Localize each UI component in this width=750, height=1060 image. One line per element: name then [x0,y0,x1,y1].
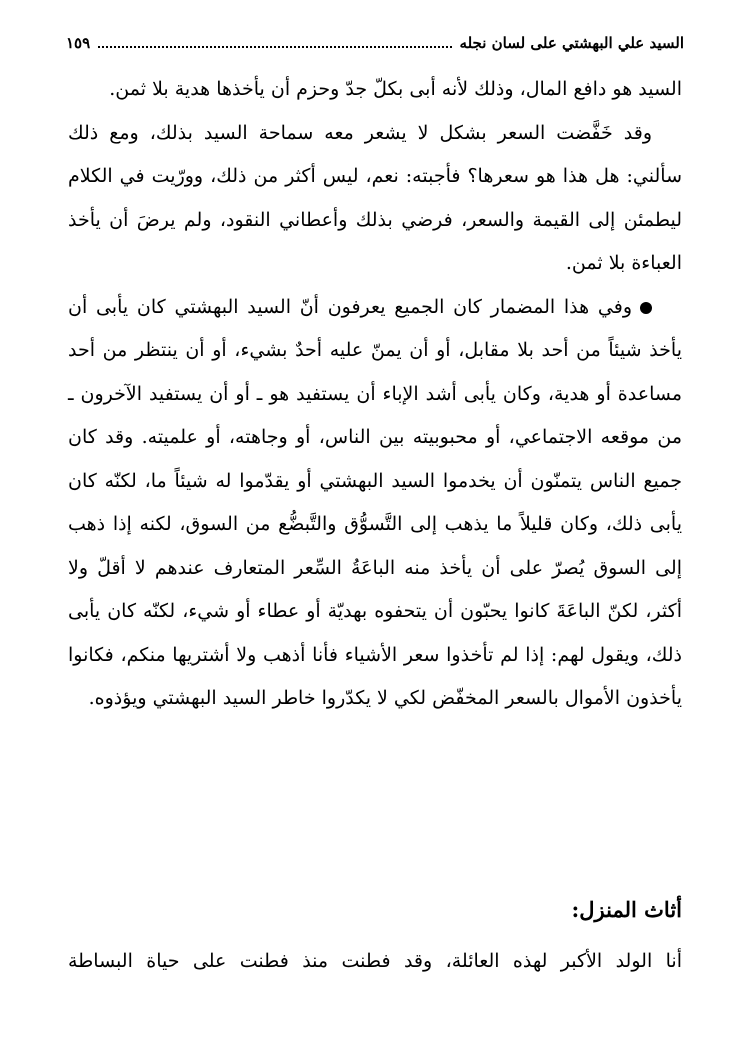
section-heading: أثاث المنزل: [571,897,682,922]
paragraph-price-reduction: وقد خَفَّضت السعر بشكل لا يشعر معه سماحة السيد بذلك، ومع ذلك سألني: هل هذا هو سعرها؟ فأجبته: نعم، ليس أكثر من ذلك، وورّيت في الكلام ليطمئن إلى القيمة والسعر، فرضي بذلك وأعطاني النقود، ولم يرضَ أن يأخذ العباءة بلا ثمن. [68,121,682,274]
running-header [66,28,684,58]
bullet-icon [640,302,652,314]
paragraph-refusing-gifts [68,286,682,721]
header-dot-leader [98,46,451,48]
running-header-title: السيد علي البهشتي على لسان نجله [459,34,684,52]
paragraph-continuation: السيد هو دافع المال، وذلك لأنه أبى بكلّ جدّ وحزم أن يأخذها هدية بلا ثمن. [109,78,682,100]
page-number: ١٥٩ [66,34,91,52]
paragraph-refusing-gifts-text: وفي هذا المضمار كان الجميع يعرفون أنّ السيد البهشتي كان يأبى أن يأخذ شيئاً من أحد بلا مقابل، أو أن يمنّ عليه أحدٌ بشيء، أو أن ينتظر من أحد مساعدة أو هدية، وكان يأبى أشد الإباء أن يستفيد هو ـ أو أن يستفيد الآخرون ـ من موقعه الاجتماعي، أو محبوبيته بين الناس، أو وجاهته، أو علميته. وقد كان جميع الناس يتمنّون أن يخدموا السيد البهشتي أو يقدّموا له شيئاً ما، لكنّه كان يأبى ذلك، وكان قليلاً ما يذهب إلى التَّسوُّق والتَّبضُّع من السوق، لكنه إذا ذهب إلى السوق يُصرّ على أن يأخذ منه الباعَةُ السِّعر المتعارف عندهم لا أقلّ ولا أكثر، لكنّ الباعَةَ كانوا يحبّون أن يتحفوه بهديّة أو عطاء أو شيء، لكنّه كان يأبى ذلك، ويقول لهم: إذا لم تأخذوا سعر الأشياء فأنا أذهب ولا أشتريها منكم، فكانوا يأخذون الأموال بالسعر المخفّض لكي لا يكدّروا خاطر السيد البهشتي ويؤذوه. [68,295,682,709]
section-first-line: أنا الولد الأكبر لهذه العائلة، وقد فطنت منذ فطنت على حياة البساطة [68,950,682,972]
body-text [68,68,682,721]
